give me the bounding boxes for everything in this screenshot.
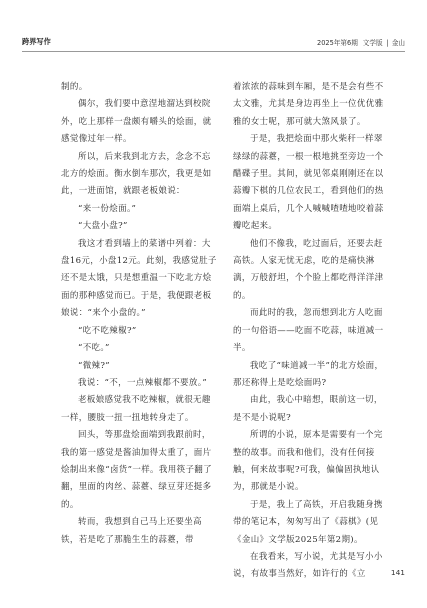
magazine-name: 金山 (391, 39, 405, 47)
paragraph: “大盘小盘?” (78, 221, 128, 232)
page-number: 141 (390, 568, 405, 577)
paragraph: 我吃了“味道减一半”的北方烩面，那还称得上是吃烩面吗? (233, 360, 384, 388)
paragraph: 回头，等那盘烩面端到我跟前时，我的第一感觉是酱油加得太重了，面片烩制出来像“卤货”一样。我用筷子翻了翻，里面的肉丝、蒜薹、绿豆芽还挺多的。 (61, 430, 212, 510)
paragraph: “微辣?” (78, 360, 110, 371)
left-text-column (61, 79, 219, 549)
paragraph: 于是，我上了高铁，开启我随身携带的笔记本，匆匆写出了《蒜棋》(见《金山》文学版2025年第2期)。 (233, 499, 383, 545)
paragraph: 在我看来，写小说，尤其是写小小说，有故事当然好，如许行的《立 (233, 551, 383, 580)
paragraph: 所以，后来我到北方去，念念不忘北方的烩面。衡水倒车那次，我更是如此，一进面馆，就跟老板娘说： (61, 151, 212, 197)
paragraph: 制的。 (61, 82, 88, 92)
paragraph: “吃不吃辣椒?” (78, 325, 137, 336)
issue-info (312, 37, 405, 47)
paragraph: 所谓的小说，原本是需要有一个完整的故事。而我和他们，没有任何接触，何来故事呢?可我，偏偏固执地认为，那就是小说。 (233, 430, 383, 493)
paragraph: 老板娘感觉我不吃辣椒，就很无趣一样，腰肢一扭一扭地转身走了。 (61, 395, 211, 423)
column-name: 跨界写作 (22, 37, 51, 46)
paragraph: 而此时的我，忽而想到北方人吃面的一句俗语——吃面不吃蒜，味道减一半。 (233, 308, 384, 354)
right-text-column (233, 79, 391, 584)
paragraph: 转而，我想到自己马上还要坐高铁，若是吃了那脆生生的蒜薹，带 (61, 517, 202, 545)
paragraph: 偶尔，我们要中意涅地溜达到校院外，吃上那样一盘颇有嚼头的烩面，就感觉像过年一样。 (61, 99, 212, 145)
paragraph: 于是，我把烩面中那火柴秆一样翠绿绿的蒜薹，一根一根地挑至旁边一个醋碟子里。其间，就见邻桌刚刚还在以蒜瓣下棋的几位农民工，看到他们的热面端上桌后，几个人喊喊喳喳地咬着蒜瓣吃起来。 (233, 134, 384, 232)
paragraph: “不吃。” (78, 343, 110, 354)
paragraph: “来一份烩面。” (78, 203, 137, 214)
paragraph: 我说：“不，一点辣椒都不要放。” (78, 377, 208, 388)
paragraph: 着浓浓的蒜味到车厢，是不是会有些不太文雅，尤其是身边再坐上一位优优雅雅的女士呢，那可就大煞风景了。 (233, 82, 384, 127)
header-separator: | (386, 39, 389, 47)
issue-number: 2025年第6期 (317, 39, 358, 47)
running-header (22, 37, 405, 49)
header-rule (22, 51, 405, 52)
paragraph: 由此，我心中暗想，眼前这一切，是不是小说呢? (233, 395, 383, 423)
paragraph: 他们不像我，吃过面后，还要去赶高铁。人家无忧无虑，吃的是痛快淋漓，万般舒坦，个个脸上都吃得洋洋津的。 (233, 238, 384, 301)
edition-label: 文学版 (362, 39, 383, 47)
paragraph: 我这才看到墙上的菜谱中列着：大盘16元，小盘12元。此刻，我感觉肚子还不是太饿，只是想重温一下吃北方烩面的那种感觉而已。于是，我便跟老板娘说：“来个小盘的。” (61, 238, 217, 319)
